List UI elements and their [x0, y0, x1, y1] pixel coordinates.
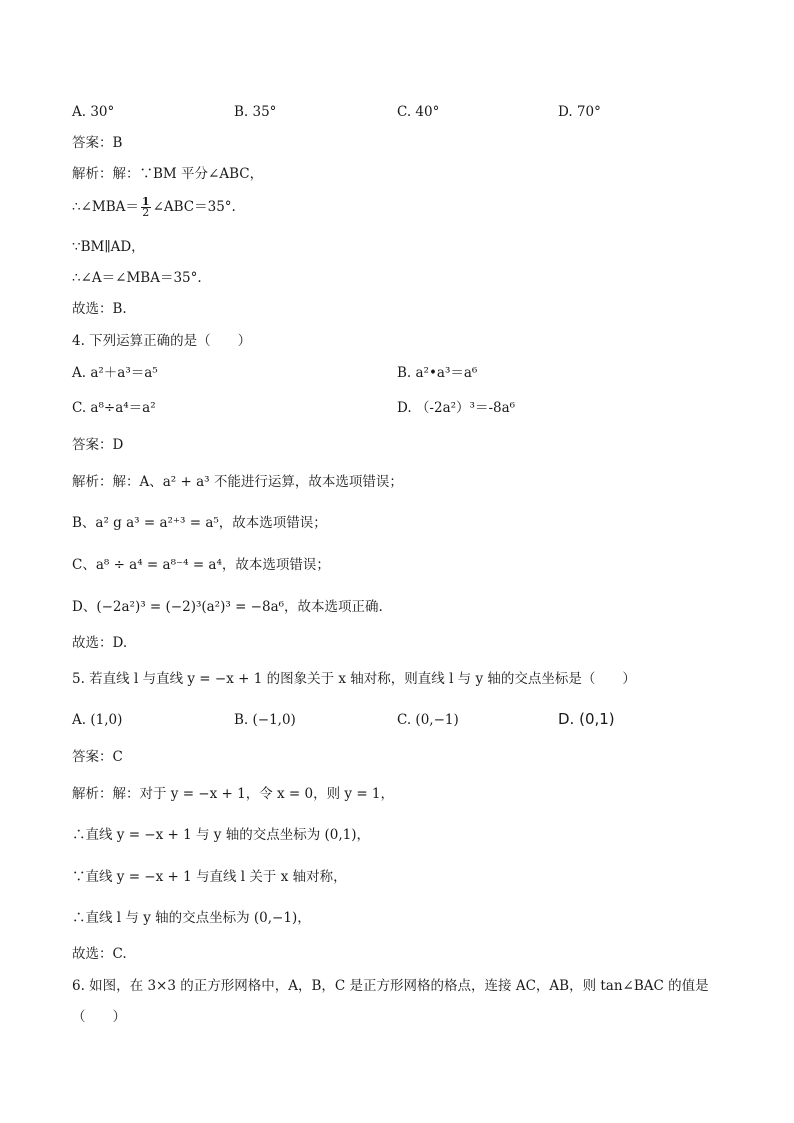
q5-question: 5. 若直线 l 与直线 y = −x + 1 的图象关于 x 轴对称，则直线 l 与 y 轴的交点坐标是（ ） [72, 671, 636, 687]
q4-option-d: D. （-2a²）³＝-8a⁶ [397, 400, 516, 416]
q4-option-b: B. a²•a³＝a⁶ [397, 365, 478, 381]
q4-choose: 故选：D. [72, 635, 128, 651]
q3-option-a: A. 30° [72, 104, 115, 120]
q3-analysis-4: ∴∠A＝∠MBA＝35°. [72, 270, 202, 286]
q4-analysis-b: B、a² g a³ = a²⁺³ = a⁵，故本选项错误； [72, 515, 327, 531]
q3-analysis-3: ∵BM∥AD， [72, 239, 145, 255]
fraction-denominator: 2 [142, 206, 150, 219]
q4-option-a: A. a²＋a³＝a⁵ [72, 365, 158, 381]
q5-option-c: C. (0,−1) [397, 712, 459, 728]
q5-analysis-2: ∴直线 y = −x + 1 与 y 轴的交点坐标为 (0,1)， [72, 827, 371, 843]
q3-answer: 答案：B [72, 135, 123, 151]
fraction-numerator: 1 [141, 195, 150, 208]
q3-analysis-1: 解析：解：∵BM 平分∠ABC， [72, 166, 264, 182]
q5-analysis-4: ∴直线 l 与 y 轴的交点坐标为 (0,−1)， [72, 910, 311, 926]
q3-option-c: C. 40° [397, 104, 440, 120]
q5-option-a: A. (1,0) [72, 712, 123, 728]
q4-analysis-d: D、(−2a²)³ = (−2)³(a²)³ = −8a⁶，故本选项正确. [72, 599, 383, 615]
q5-answer: 答案：C [72, 749, 123, 765]
q4-question: 4. 下列运算正确的是（ ） [72, 333, 252, 349]
q4-option-c: C. a⁸÷a⁴＝a² [72, 400, 156, 416]
q3-analysis-2-pre: ∴∠MBA＝ [72, 199, 139, 215]
q5-option-d: D. (0,1) [558, 710, 615, 728]
q4-answer: 答案：D [72, 437, 124, 453]
q3-option-b: B. 35° [234, 104, 277, 120]
q3-option-d: D. 70° [558, 104, 601, 120]
q6-question-cont: （ ） [72, 1009, 126, 1025]
q5-analysis-1: 解析：解：对于 y = −x + 1，令 x = 0，则 y = 1， [72, 786, 395, 802]
q3-analysis-2-post: ∠ABC＝35°. [152, 199, 236, 215]
q5-option-b: B. (−1,0) [234, 712, 296, 728]
q3-choose: 故选：B. [72, 301, 127, 317]
q5-choose: 故选：C. [72, 946, 127, 962]
half-fraction [141, 197, 151, 218]
q4-analysis-a: 解析：解：A、a² + a³ 不能进行运算，故本选项错误； [72, 474, 403, 490]
q3-analysis-2 [72, 197, 236, 218]
q6-question: 6. 如图，在 3×3 的正方形网格中，A，B，C 是正方形网格的格点，连接 AC，AB，则 tan∠BAC 的值是 [72, 978, 709, 994]
q4-analysis-c: C、a⁸ ÷ a⁴ = a⁸⁻⁴ = a⁴，故本选项错误； [72, 557, 330, 573]
q5-analysis-3: ∵直线 y = −x + 1 与直线 l 关于 x 轴对称， [72, 869, 347, 885]
